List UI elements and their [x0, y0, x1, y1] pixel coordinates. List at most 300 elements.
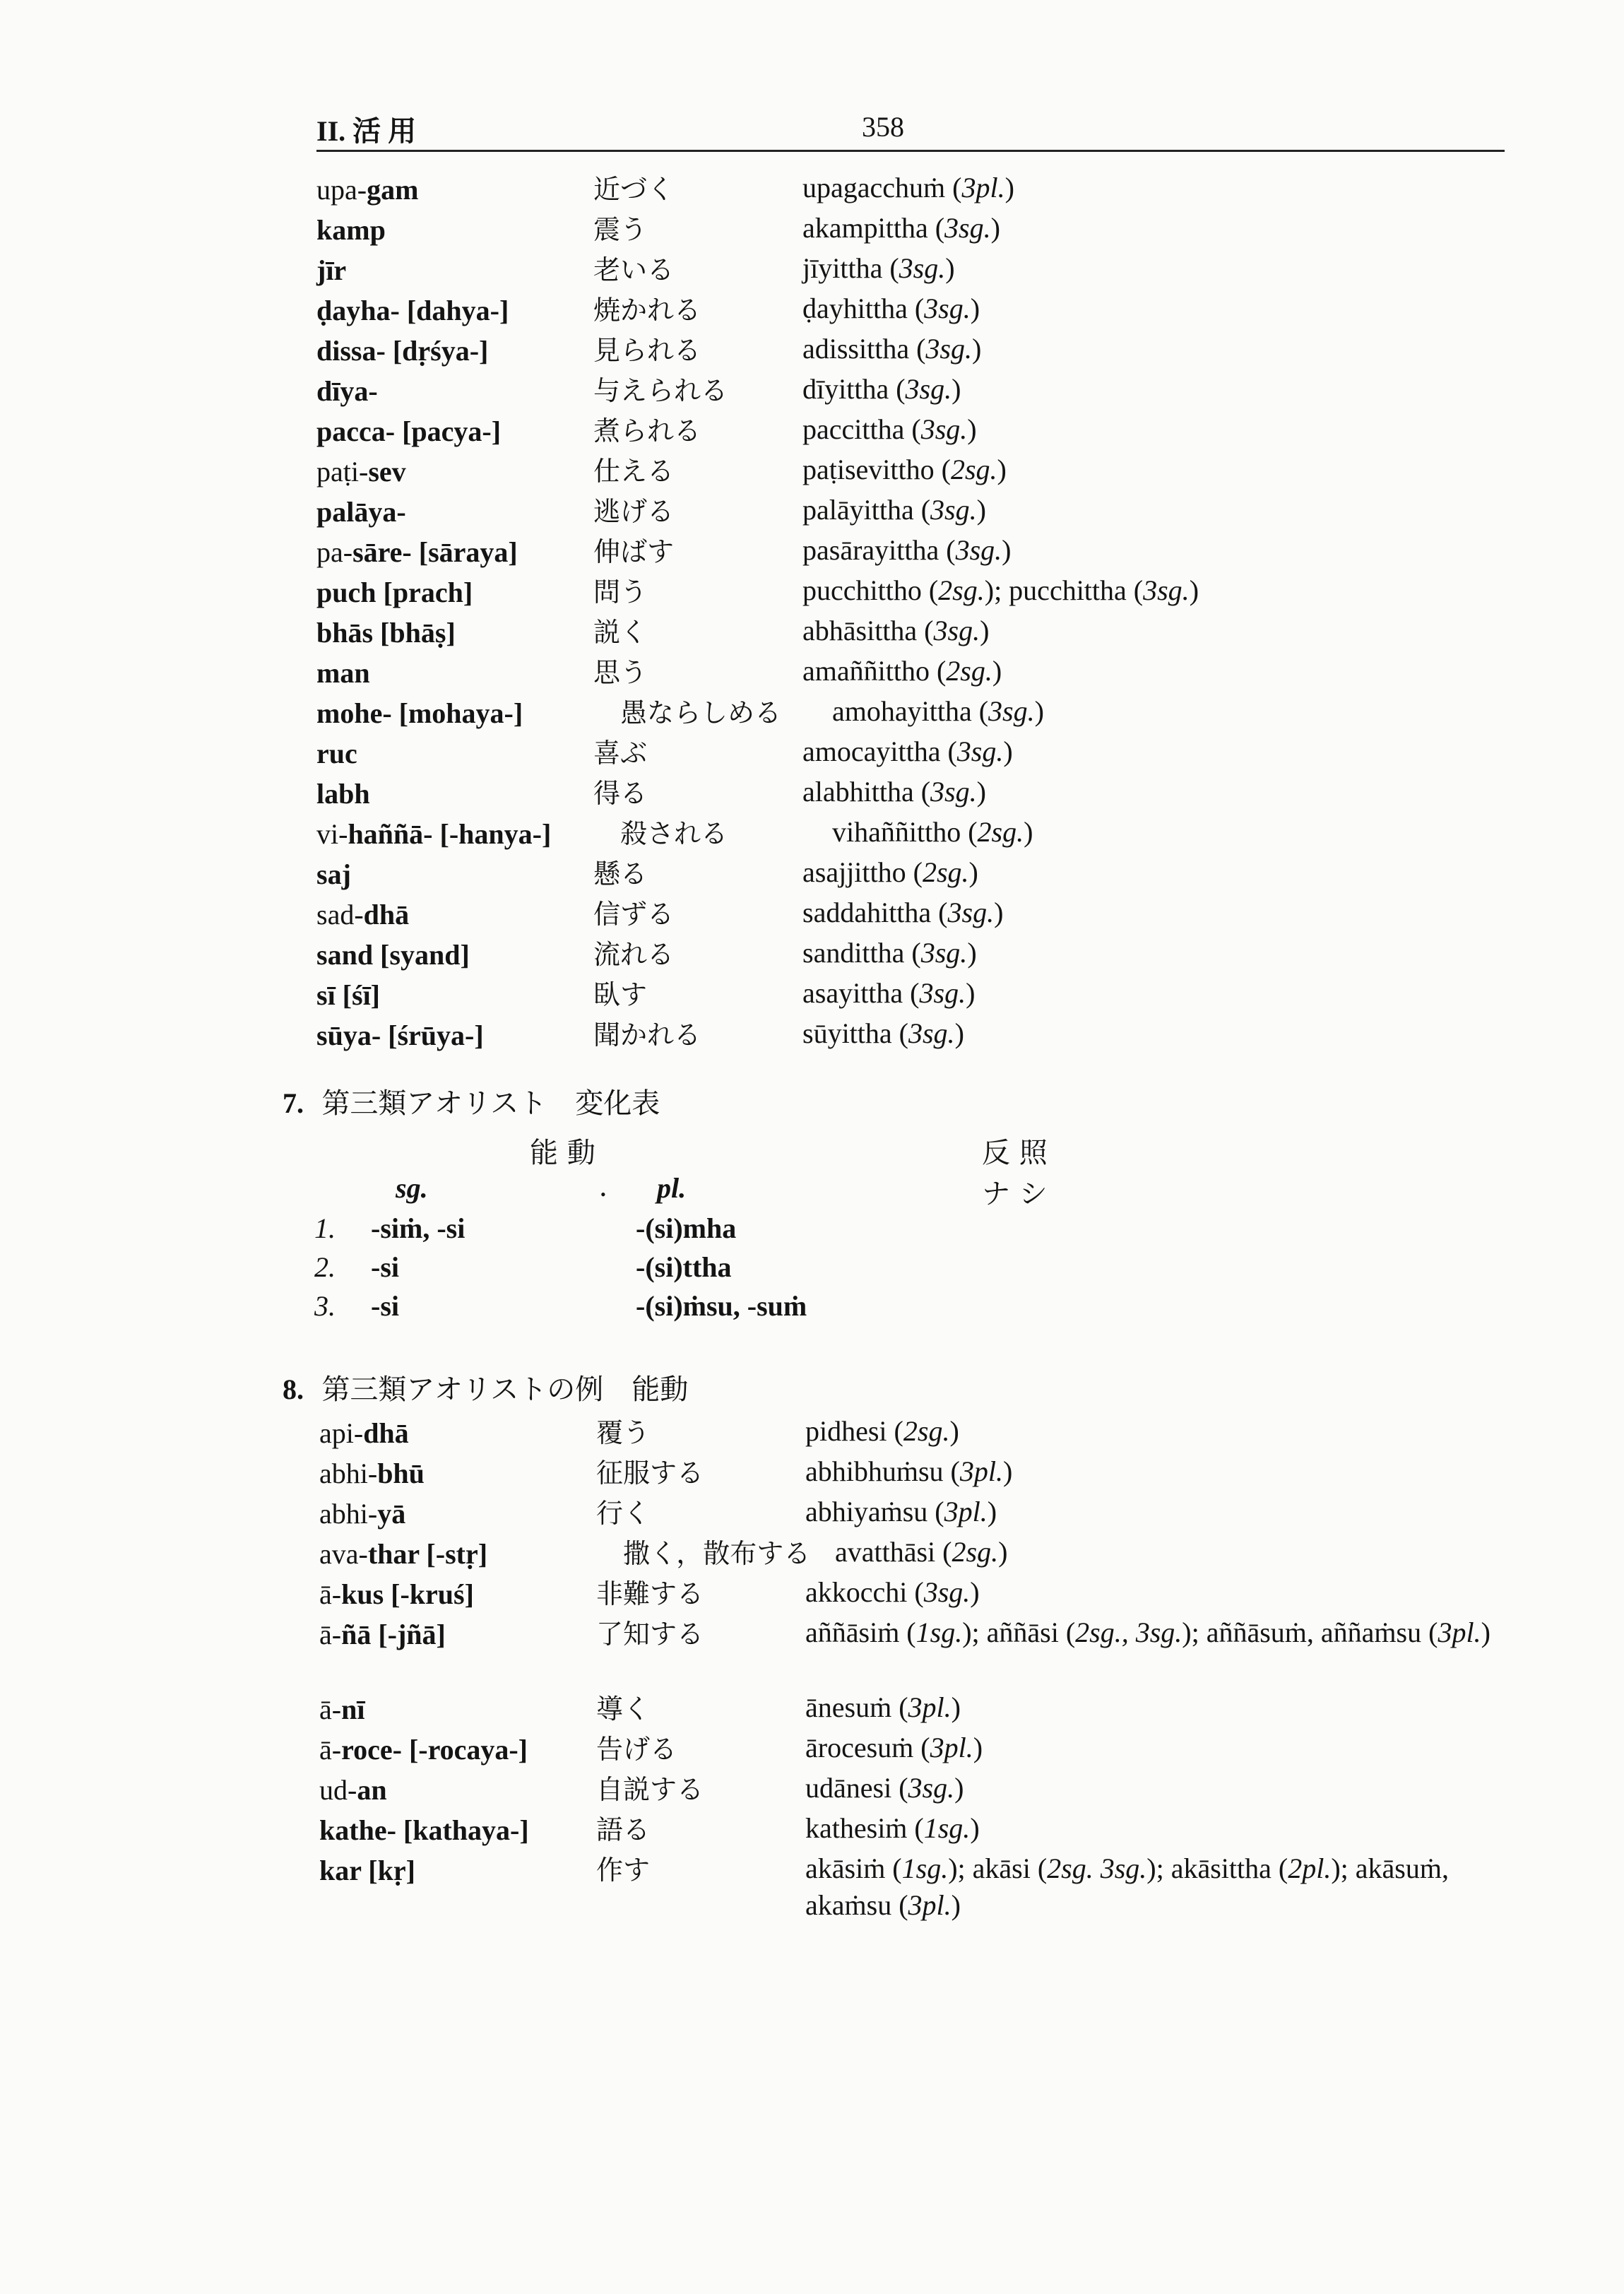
- aorist-form-part: ); akāsi (: [948, 1852, 1048, 1884]
- verb-stem: [316, 371, 378, 411]
- aorist-form: [805, 1730, 1512, 1766]
- verb-stem: [316, 774, 370, 814]
- entry-row: [319, 1534, 1520, 1574]
- entry-row: [319, 1770, 1520, 1810]
- aorist-form-part: paccittha (: [802, 413, 921, 445]
- aorist-form-part: 3sg.: [947, 897, 995, 928]
- entry-row: [316, 170, 1517, 210]
- aorist-form-part: ): [1003, 735, 1013, 767]
- aorist-form: [805, 1574, 1512, 1611]
- meaning: 説く: [593, 617, 648, 648]
- meaning: 行く: [596, 1498, 651, 1529]
- aorist-form-part: asayittha (: [802, 977, 920, 1009]
- meaning: 与えられる: [593, 375, 728, 406]
- verb-list-passive-aorist: [316, 170, 1517, 1056]
- verb-stem: [316, 814, 551, 854]
- verb-stem: [316, 854, 351, 894]
- pl-ending: -(si)ṁsu, -suṁ: [636, 1290, 807, 1322]
- verb-stem-part: bhū: [377, 1458, 425, 1489]
- verb-stem: [316, 290, 509, 331]
- sg-ending: -si: [371, 1251, 399, 1283]
- aorist-form-part: paṭisevittho (: [802, 454, 951, 485]
- active-label: 能 動: [530, 1137, 595, 1169]
- aorist-form-part: ): [976, 776, 986, 808]
- aorist-form-part: abhibhuṁsu (: [805, 1455, 960, 1487]
- aorist-form-part: ): [951, 1889, 961, 1921]
- aorist-form-part: ): [954, 1017, 964, 1049]
- aorist-form-part: 1sg.: [915, 1616, 963, 1648]
- reflexive-label: 反 照: [982, 1137, 1048, 1169]
- verb-stem: [316, 492, 406, 532]
- aorist-form-part: 2sg.: [922, 856, 969, 888]
- aorist-form-part: 3sg.: [930, 776, 977, 808]
- aorist-form-part: 3sg.: [924, 292, 971, 324]
- section-7-title: 第三類アオリスト 変化表: [321, 1087, 660, 1120]
- aorist-form-part: 2sg.: [950, 454, 997, 485]
- entry-row: [316, 975, 1517, 1015]
- verb-stem: [316, 210, 386, 250]
- meaning: 伸ばす: [593, 536, 675, 567]
- sg-ending: -siṁ, -si: [371, 1212, 466, 1244]
- meaning: 震う: [593, 214, 648, 245]
- entry-row: [316, 250, 1517, 290]
- aorist-form-part: palāyittha (: [802, 494, 931, 526]
- section-title: II. 活 用: [316, 115, 417, 147]
- entry-row: [319, 1614, 1520, 1689]
- aorist-form-part: 3sg.: [933, 615, 980, 646]
- verb-stem-part: sūya- [śrūya-]: [316, 1019, 484, 1051]
- entry-row: [316, 371, 1517, 411]
- aorist-form-part: 3sg.: [955, 534, 1002, 566]
- aorist-form-part: ); akāsittha (: [1146, 1852, 1288, 1884]
- verb-list-third-aorist: [319, 1413, 1520, 1925]
- aorist-form-part: 3sg.: [930, 494, 977, 526]
- verb-stem-part: upa-: [316, 174, 367, 206]
- meaning: 征服する: [596, 1458, 704, 1489]
- paradigm-table: [283, 1130, 1201, 1342]
- verb-stem-part: dissa- [dṛśya-]: [316, 335, 489, 367]
- aorist-form-part: ): [949, 1415, 959, 1447]
- entry-row: [316, 814, 1517, 854]
- aorist-form-part: 3sg.: [956, 735, 1004, 767]
- verb-stem-part: ā-: [319, 1619, 342, 1650]
- aorist-form-part: udānesi (: [805, 1772, 908, 1804]
- aorist-form-part: ): [970, 1812, 980, 1844]
- verb-stem-part: ā-: [319, 1734, 342, 1766]
- verb-stem-part: gam: [367, 174, 419, 206]
- verb-stem-part: puch [prach]: [316, 577, 473, 608]
- verb-stem-part: ava-: [319, 1538, 368, 1570]
- verb-stem-part: man: [316, 657, 370, 689]
- aorist-form: [802, 935, 1509, 971]
- verb-stem-part: nī: [341, 1693, 365, 1725]
- meaning: 懸る: [593, 858, 648, 889]
- aorist-form-part: 1sg.: [923, 1812, 971, 1844]
- verb-stem-part: palāya-: [316, 496, 406, 528]
- meaning: 聞かれる: [593, 1019, 701, 1051]
- aorist-form-part: 2sg.: [938, 574, 985, 606]
- entry-row: [316, 492, 1517, 532]
- meaning: 非難する: [596, 1578, 704, 1609]
- aorist-form-part: ): [992, 655, 1002, 687]
- verb-stem-part: kamp: [316, 214, 386, 246]
- aorist-form-part: ): [967, 413, 977, 445]
- aorist-form: [802, 250, 1509, 287]
- verb-stem: [316, 975, 380, 1015]
- verb-stem: [319, 1730, 528, 1770]
- aorist-form-part: vihaññittho (: [832, 816, 978, 848]
- verb-stem: [316, 653, 370, 693]
- verb-stem-part: ud-: [319, 1774, 357, 1806]
- verb-stem: [319, 1494, 405, 1534]
- verb-stem-part: vi-: [316, 818, 348, 850]
- aorist-form-part: 2sg.: [903, 1415, 950, 1447]
- aorist-form-part: pucchittho (: [802, 574, 939, 606]
- aorist-form-part: amocayittha (: [802, 735, 957, 767]
- meaning: 得る: [593, 778, 648, 809]
- meaning: 撒く，散布する: [623, 1538, 811, 1569]
- aorist-form-part: 3sg.: [944, 212, 991, 244]
- aorist-form: [802, 492, 1509, 528]
- aorist-form-part: akāsiṁ (: [805, 1852, 902, 1884]
- aorist-form-part: ): [1034, 695, 1044, 727]
- entry-row: [319, 1453, 1520, 1494]
- entry-row: [316, 733, 1517, 774]
- aorist-form-part: 2sg. 3sg.: [1047, 1852, 1147, 1884]
- aorist-form: [802, 733, 1509, 770]
- verb-stem: [316, 693, 523, 733]
- verb-stem: [319, 1574, 474, 1614]
- meaning: 語る: [596, 1814, 651, 1845]
- verb-stem: [316, 1015, 484, 1056]
- meaning: 流れる: [593, 939, 675, 970]
- aorist-form-part: sūyittha (: [802, 1017, 908, 1049]
- aorist-form-part: ): [998, 1536, 1008, 1568]
- meaning: 焼かれる: [593, 295, 701, 326]
- verb-stem-part: sev: [368, 456, 406, 487]
- entry-row: [316, 693, 1517, 733]
- verb-stem-part: roce- [-rocaya-]: [341, 1734, 528, 1766]
- entry-row: [319, 1413, 1520, 1453]
- aorist-form-part: ): [1003, 1455, 1013, 1487]
- entry-row: [316, 935, 1517, 975]
- verb-stem-part: dhā: [363, 1417, 409, 1449]
- aorist-form-part: 3sg.: [920, 413, 968, 445]
- aorist-form: [802, 975, 1509, 1012]
- verb-stem-part: bhās [bhāṣ]: [316, 617, 456, 649]
- aorist-form-part: ): [1004, 172, 1014, 203]
- verb-stem-part: yā: [377, 1498, 406, 1530]
- aorist-form-part: ): [945, 252, 955, 284]
- verb-stem: [316, 733, 357, 774]
- aorist-form-part: ): [976, 494, 986, 526]
- aorist-form-part: upagacchuṁ (: [802, 172, 962, 203]
- verb-stem: [319, 1614, 446, 1655]
- verb-stem-part: ḍayha- [dahya-]: [316, 295, 509, 326]
- entry-row: [319, 1810, 1520, 1850]
- meaning: 老いる: [593, 254, 675, 285]
- aorist-form-part: 3pl.: [908, 1889, 952, 1921]
- verb-stem-part: sī [śī]: [316, 979, 380, 1011]
- verb-stem-part: abhi-: [319, 1498, 378, 1530]
- entry-row: [316, 290, 1517, 331]
- aorist-form-part: 3pl.: [908, 1691, 952, 1723]
- entry-row: [319, 1689, 1520, 1730]
- aorist-form: [802, 290, 1509, 327]
- aorist-form-part: asajjittho (: [802, 856, 923, 888]
- aorist-form-part: abhāsittha (: [802, 615, 934, 646]
- verb-stem-part: kar [kṛ]: [319, 1855, 415, 1886]
- aorist-form-part: ): [970, 1576, 980, 1608]
- meaning: 殺される: [620, 818, 728, 849]
- entry-row: [316, 532, 1517, 572]
- aorist-form-part: 3pl.: [959, 1455, 1003, 1487]
- aorist-form-part: 3sg.: [908, 1017, 955, 1049]
- verb-stem-part: kathe- [kathaya-]: [319, 1814, 529, 1846]
- aorist-form: [802, 854, 1509, 891]
- verb-stem-part: pacca- [pacya-]: [316, 415, 502, 447]
- aorist-form-part: 3pl.: [1438, 1616, 1481, 1648]
- verb-stem: [319, 1413, 409, 1453]
- section-7-heading: [283, 1081, 660, 1121]
- section-7-number: 7.: [283, 1087, 304, 1119]
- verb-stem: [316, 532, 518, 572]
- verb-stem: [316, 572, 473, 613]
- aorist-form: [802, 774, 1509, 810]
- meaning: 思う: [593, 657, 648, 688]
- aorist-form: [802, 210, 1509, 247]
- aorist-form-part: pasārayittha (: [802, 534, 956, 566]
- entry-row: [316, 613, 1517, 653]
- section-8-number: 8.: [283, 1373, 304, 1405]
- entry-row: [319, 1574, 1520, 1614]
- aorist-form-part: 3pl.: [944, 1496, 988, 1527]
- meaning: 覆う: [596, 1417, 651, 1448]
- aorist-form-part: ): [966, 977, 976, 1009]
- meaning: 自説する: [596, 1774, 704, 1805]
- aorist-form-part: 3pl.: [961, 172, 1005, 203]
- pl-header: pl.: [657, 1172, 687, 1204]
- verb-stem: [316, 935, 470, 975]
- aorist-form: [802, 411, 1509, 448]
- verb-stem: [319, 1770, 387, 1810]
- aorist-form: [805, 1494, 1512, 1530]
- entry-row: [316, 451, 1517, 492]
- aorist-form-part: akkocchi (: [805, 1576, 924, 1608]
- aorist-form-part: 3sg.: [920, 937, 968, 969]
- verb-stem-part: ruc: [316, 738, 357, 769]
- aorist-form-part: 2sg.: [952, 1536, 999, 1568]
- person-number: 1.: [314, 1212, 336, 1244]
- entry-row: [319, 1730, 1520, 1770]
- meaning: 問う: [593, 577, 648, 608]
- aorist-form-part: ): [980, 615, 990, 646]
- section-8-heading: [283, 1367, 688, 1407]
- dot-mark: •: [600, 1186, 606, 1203]
- aorist-form: [832, 814, 1510, 851]
- aorist-form-part: ārocesuṁ (: [805, 1732, 930, 1763]
- aorist-form: [802, 331, 1509, 367]
- meaning: 見られる: [593, 335, 701, 366]
- aorist-form-part: adissittha (: [802, 333, 926, 365]
- aorist-form-part: 1sg.: [901, 1852, 949, 1884]
- aorist-form-part: ): [970, 292, 980, 324]
- person-number: 2.: [314, 1251, 336, 1283]
- aorist-form-part: ): [951, 1691, 961, 1723]
- entry-row: [316, 411, 1517, 451]
- aorist-form: [832, 693, 1510, 730]
- verb-stem-part: mohe- [mohaya-]: [316, 697, 523, 729]
- aorist-form-part: dīyittha (: [802, 373, 906, 405]
- aorist-form: [805, 1810, 1512, 1847]
- verb-stem-part: abhi-: [319, 1458, 378, 1489]
- aorist-form-part: ḍayhittha (: [802, 292, 925, 324]
- aorist-form: [805, 1689, 1512, 1726]
- aorist-form-part: pidhesi (: [805, 1415, 903, 1447]
- aorist-form-part: jīyittha (: [802, 252, 899, 284]
- meaning: 近づく: [593, 174, 675, 205]
- aorist-form-part: aññāsiṁ (: [805, 1616, 916, 1648]
- aorist-form-part: ): [1002, 534, 1012, 566]
- aorist-form-part: ): [994, 897, 1004, 928]
- aorist-form-part: 3sg.: [923, 1576, 971, 1608]
- verb-stem: [316, 411, 501, 451]
- aorist-form: [802, 894, 1509, 931]
- aorist-form-part: ): [972, 333, 982, 365]
- pl-ending: -(si)ttha: [636, 1251, 732, 1283]
- meaning: 信ずる: [593, 899, 675, 930]
- aorist-form-part: amaññittho (: [802, 655, 947, 687]
- verb-stem: [319, 1453, 425, 1494]
- aorist-form: [805, 1770, 1512, 1807]
- aorist-form-part: ); pucchittha (: [984, 574, 1144, 606]
- verb-stem: [316, 451, 406, 492]
- aorist-form-part: ānesuṁ (: [805, 1691, 908, 1723]
- meaning: 喜ぶ: [593, 738, 648, 769]
- entry-row: [316, 854, 1517, 894]
- page-number: 358: [862, 111, 904, 143]
- header-rule: [316, 150, 1505, 152]
- aorist-form: [805, 1413, 1512, 1450]
- aorist-form-part: ): [1189, 574, 1199, 606]
- aorist-form-part: ); aññāsi (: [962, 1616, 1076, 1648]
- aorist-form: [802, 170, 1509, 206]
- verb-stem-part: dhā: [363, 899, 410, 930]
- entry-row: [316, 653, 1517, 693]
- aorist-form-part: avatthāsi (: [835, 1536, 952, 1568]
- aorist-form-part: saddahittha (: [802, 897, 948, 928]
- aorist-form-part: 3sg.: [1143, 574, 1190, 606]
- verb-stem-part: labh: [316, 778, 370, 810]
- aorist-form-part: 3sg.: [908, 1772, 955, 1804]
- meaning: 告げる: [596, 1734, 677, 1765]
- verb-stem-part: kus [-kruś]: [341, 1578, 474, 1610]
- entry-row: [316, 894, 1517, 935]
- entry-row: [319, 1850, 1520, 1925]
- aorist-form-part: 3sg.: [988, 695, 1035, 727]
- meaning: 臥す: [593, 979, 648, 1010]
- sg-ending: -si: [371, 1290, 399, 1322]
- aorist-form-part: ): [967, 937, 977, 969]
- aorist-form: [805, 1614, 1512, 1651]
- entry-row: [316, 331, 1517, 371]
- verb-stem-part: sad-: [316, 899, 364, 930]
- meaning: 了知する: [596, 1619, 704, 1650]
- pl-ending: -(si)mha: [636, 1212, 737, 1244]
- aorist-form: [802, 653, 1509, 690]
- aorist-form-part: ); akāsuṁ, akaṁsu (: [805, 1852, 1449, 1921]
- section-8-title: 第三類アオリストの例 能動: [321, 1373, 689, 1406]
- aorist-form-part: ): [990, 212, 1000, 244]
- aorist-form-part: abhiyaṁsu (: [805, 1496, 944, 1527]
- aorist-form-part: 2pl.: [1288, 1852, 1332, 1884]
- verb-stem: [316, 170, 418, 210]
- aorist-form: [802, 613, 1509, 649]
- verb-stem-part: haññā- [-hanya-]: [348, 818, 552, 850]
- aorist-form-part: 2sg.: [977, 816, 1024, 848]
- verb-stem: [319, 1810, 529, 1850]
- aorist-form-part: 2sg., 3sg.: [1075, 1616, 1183, 1648]
- person-number: 3.: [314, 1290, 336, 1322]
- aorist-form-part: ): [1024, 816, 1033, 848]
- aorist-form-part: sandittha (: [802, 937, 921, 969]
- verb-stem-part: an: [357, 1774, 387, 1806]
- aorist-form-part: 3sg.: [925, 333, 972, 365]
- entry-row: [316, 210, 1517, 250]
- verb-stem-part: api-: [319, 1417, 364, 1449]
- aorist-form-part: 3pl.: [930, 1732, 973, 1763]
- meaning: 逃げる: [593, 496, 675, 527]
- aorist-form: [805, 1453, 1512, 1490]
- entry-row: [316, 572, 1517, 613]
- entry-row: [316, 1015, 1517, 1056]
- none-label: ナ シ: [982, 1178, 1048, 1210]
- aorist-form: [802, 572, 1509, 609]
- meaning: 導く: [596, 1693, 651, 1725]
- verb-stem: [316, 613, 456, 653]
- verb-stem: [319, 1850, 415, 1891]
- aorist-form-part: ): [997, 454, 1007, 485]
- verb-stem: [319, 1534, 487, 1574]
- aorist-form-part: ): [968, 856, 978, 888]
- aorist-form-part: ); aññāsuṁ, aññaṁsu (: [1182, 1616, 1438, 1648]
- verb-stem-part: thar [-stṛ]: [367, 1538, 488, 1570]
- aorist-form: [835, 1534, 1513, 1571]
- meaning: 仕える: [593, 456, 675, 487]
- entry-row: [319, 1494, 1520, 1534]
- aorist-form-part: amohayittha (: [832, 695, 989, 727]
- aorist-form: [802, 371, 1509, 408]
- aorist-form-part: ): [952, 373, 961, 405]
- meaning: 愚ならしめる: [620, 697, 782, 728]
- verb-stem-part: paṭi-: [316, 456, 369, 487]
- verb-stem-part: sand [syand]: [316, 939, 470, 971]
- verb-stem-part: ñā [-jñā]: [341, 1619, 446, 1650]
- page-header: [316, 106, 1505, 155]
- verb-stem: [316, 331, 488, 371]
- aorist-form-part: 3sg.: [919, 977, 966, 1009]
- verb-stem-part: ā-: [319, 1578, 342, 1610]
- verb-stem-part: sāre- [sāraya]: [352, 536, 518, 568]
- verb-stem-part: ā-: [319, 1693, 342, 1725]
- meaning: 作す: [596, 1855, 651, 1886]
- verb-stem: [319, 1689, 364, 1730]
- verb-stem-part: saj: [316, 858, 351, 890]
- aorist-form-part: ): [973, 1732, 983, 1763]
- aorist-form-part: ): [1481, 1616, 1490, 1648]
- aorist-form-part: ): [954, 1772, 964, 1804]
- aorist-form-part: 2sg.: [946, 655, 992, 687]
